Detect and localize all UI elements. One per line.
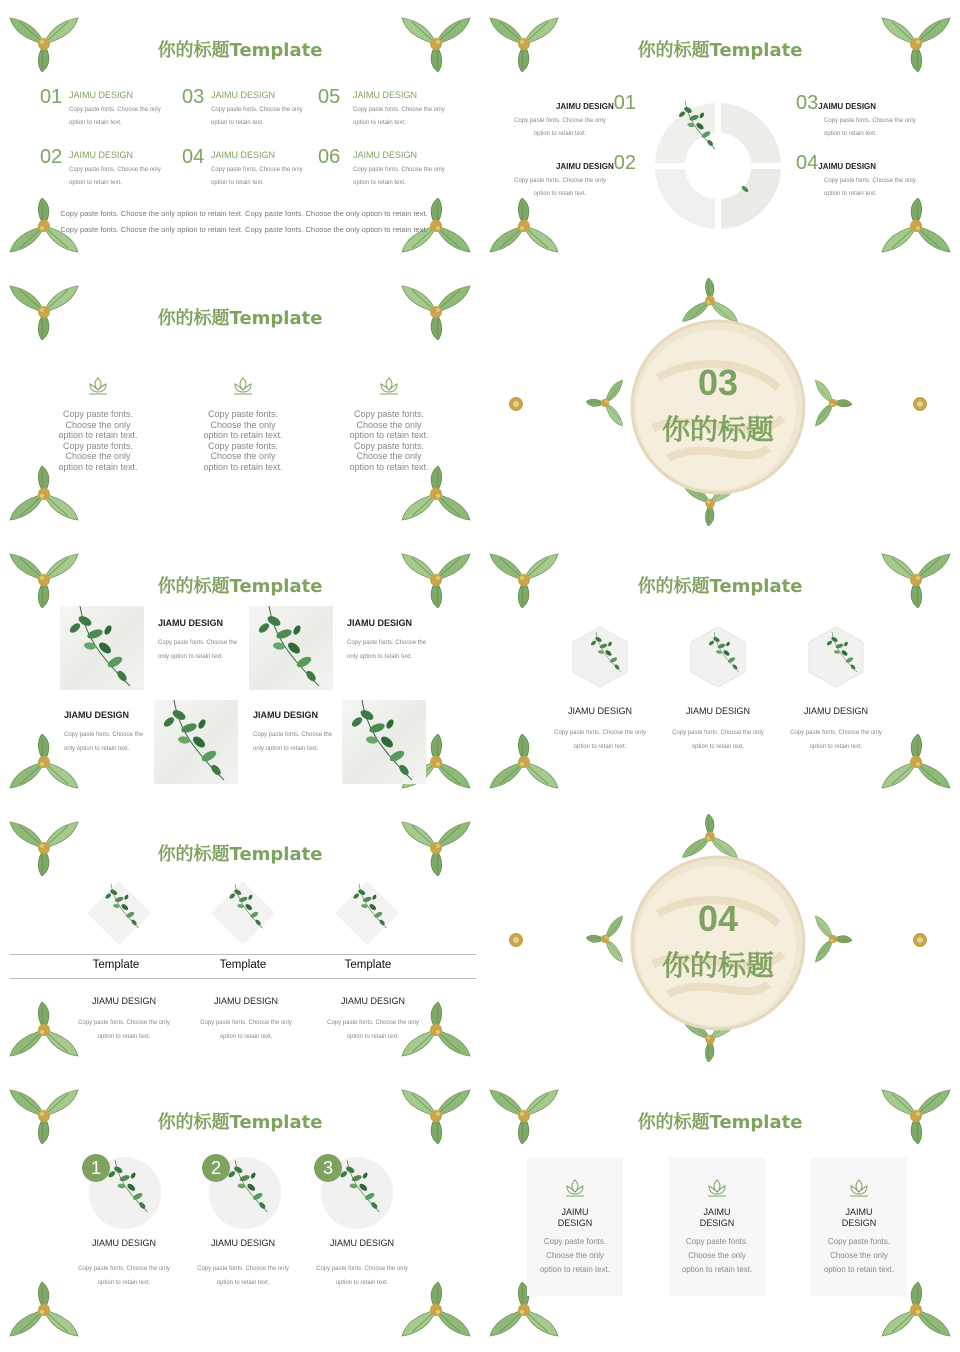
caption-text: Copy paste fonts. Choose the only option to retain text. [790, 730, 882, 750]
column-text: Copy paste fonts. Choose the only option to retain text. Copy paste fonts. Choose the only option to retain text. [203, 409, 283, 472]
slide-diamonds [0, 804, 480, 1072]
item-label: JAIMU DESIGN [211, 90, 276, 100]
caption-text: Copy paste fonts. Choose the only option to retain text. [672, 730, 764, 750]
item-label: JAIMU DESIGN [69, 90, 134, 100]
card-title: JAIMU DESIGN [699, 1207, 735, 1228]
column-heading: Template [92, 959, 140, 971]
item-label: JAIMU DESIGN [555, 162, 614, 171]
plant-photo [249, 606, 333, 690]
dot-icon [912, 932, 928, 948]
icon-column [197, 374, 289, 472]
caption-title: JIAMU DESIGN [567, 706, 632, 716]
card-text: Copy paste fonts. Choose the only option to retain text. [823, 1237, 895, 1274]
ring-item-03 [796, 92, 926, 141]
photo-caption [64, 710, 148, 756]
caption-title: JIAMU DESIGN [91, 1238, 156, 1248]
item-text: Copy paste fonts. Choose the only option to retain text. [353, 107, 445, 126]
item-label: JAIMU DESIGN [353, 90, 418, 100]
item-number: 06 [318, 146, 341, 168]
dot-icon [912, 396, 928, 412]
lotus-icon [563, 1176, 587, 1200]
hexagon-caption [784, 706, 888, 754]
icon-column [343, 374, 435, 472]
dot-icon [508, 932, 524, 948]
photo-caption [253, 710, 337, 756]
caption-text: Copy paste fonts. Choose the only option to retain text. [253, 732, 333, 752]
caption-text: Copy paste fonts. Choose the only option to retain text. [64, 732, 144, 752]
icon-column [52, 374, 144, 472]
leaf-decoration [810, 914, 852, 964]
slide-title: 你的标题Template [637, 576, 803, 597]
card-text: Copy paste fonts. Choose the only option to retain text. [681, 1237, 753, 1274]
diamond-photo [334, 880, 400, 946]
item-number: 03 [182, 86, 205, 108]
slide-photo-grid [0, 536, 480, 804]
info-card [811, 1158, 907, 1296]
caption-title: JIAMU DESIGN [64, 710, 130, 720]
caption-text: Copy paste fonts. Choose the only option to retain text. [554, 730, 646, 750]
item-number: 04 [796, 152, 819, 174]
item-label: JAIMU DESIGN [211, 150, 276, 160]
card-title: JAIMU DESIGN [841, 1207, 877, 1228]
hexagon-photo [808, 626, 864, 688]
slide-title: 你的标题Template [157, 40, 323, 61]
watercolor-circle [628, 854, 808, 1032]
leaf-decoration [586, 914, 628, 964]
caption-text: Copy paste fonts. Choose the only option to retain text. [200, 1020, 292, 1040]
caption-title: JIAMU DESIGN [213, 996, 278, 1006]
hexagon-caption [666, 706, 770, 754]
column-text: Copy paste fonts. Choose the only option to retain text. Copy paste fonts. Choose the only option to retain text. [349, 409, 429, 472]
caption-title: JIAMU DESIGN [685, 706, 750, 716]
item-number: 02 [613, 152, 636, 174]
leaf-decoration [400, 466, 472, 528]
item-text: Copy paste fonts. Choose the only option to retain text. [824, 118, 916, 137]
item-text: Copy paste fonts. Choose the only option to retain text. [514, 178, 606, 197]
item-label: JAIMU DESIGN [818, 162, 877, 171]
caption-text: Copy paste fonts. Choose the only option to retain text. [158, 640, 238, 660]
item-number: 03 [796, 92, 819, 114]
item-03 [182, 86, 303, 126]
item-text: Copy paste fonts. Choose the only option to retain text. [211, 107, 303, 126]
watercolor-circle [628, 318, 808, 496]
slide-section-03 [480, 268, 960, 536]
item-02 [40, 146, 161, 186]
item-text: Copy paste fonts. Choose the only option to retain text. [69, 107, 161, 126]
caption-title: JIAMU DESIGN [158, 618, 224, 628]
lotus-icon [847, 1176, 871, 1200]
column-heading: Template [344, 959, 392, 971]
slide-three-icons [0, 268, 480, 536]
hexagon-photo [572, 626, 628, 688]
lotus-icon [231, 374, 255, 398]
slide-hexagons [480, 536, 960, 804]
lotus-icon [705, 1176, 729, 1200]
ring-item-01 [510, 92, 636, 141]
photo-caption [347, 618, 431, 664]
caption-title: JIAMU DESIGN [340, 996, 405, 1006]
diamond-photo [210, 880, 276, 946]
step-caption [310, 1238, 414, 1290]
photo-caption [158, 618, 242, 664]
step-card [314, 1154, 394, 1234]
step-number-badge: 2 [202, 1154, 230, 1182]
diamond-caption [194, 996, 298, 1044]
step-caption [191, 1238, 295, 1290]
item-05 [318, 86, 445, 126]
slide-numbered-list [0, 0, 480, 268]
diamond-caption [321, 996, 425, 1044]
slide-title: 你的标题Template [157, 308, 323, 329]
item-number: 02 [40, 146, 63, 168]
item-text: Copy paste fonts. Choose the only option to retain text. [514, 118, 606, 137]
caption-text: Copy paste fonts. Choose the only option to retain text. [197, 1266, 289, 1286]
slide-ring-list [480, 0, 960, 268]
caption-text: Copy paste fonts. Choose the only option to retain text. [347, 640, 427, 660]
caption-title: JIAMU DESIGN [91, 996, 156, 1006]
column-text: Copy paste fonts. Choose the only option to retain text. Copy paste fonts. Choose the only option to retain text. [58, 409, 138, 472]
section-number: 03 [697, 362, 739, 403]
paragraph: Copy paste fonts. Choose the only option to retain text. Copy paste fonts. Choose the only option to retain text. Copy paste fonts. Choose the only option to retain text. Copy paste fonts. Choose the only option to retain text. [60, 209, 428, 234]
slide-title: 你的标题Template [637, 1112, 803, 1133]
item-number: 05 [318, 86, 341, 108]
item-01 [40, 86, 161, 126]
divider [10, 954, 476, 955]
leaf-decoration [400, 1282, 472, 1344]
plant-photo [342, 700, 426, 784]
caption-text: Copy paste fonts. Choose the only option to retain text. [78, 1266, 170, 1286]
divider [10, 978, 476, 979]
hexagon-caption [548, 706, 652, 754]
section-title: 你的标题 [661, 949, 774, 982]
item-label: JAIMU DESIGN [353, 150, 418, 160]
plant-photo [154, 700, 238, 784]
item-text: Copy paste fonts. Choose the only option to retain text. [824, 178, 916, 197]
item-label: JAIMU DESIGN [555, 102, 614, 111]
leaf-decoration [8, 466, 80, 528]
card-title: JAIMU DESIGN [557, 1207, 593, 1228]
item-04 [182, 146, 303, 186]
info-card [669, 1158, 765, 1296]
leaf-decoration [8, 1002, 80, 1064]
step-card [82, 1154, 162, 1234]
leaf-decoration [586, 378, 628, 428]
slide-title: 你的标题Template [637, 40, 803, 61]
lotus-icon [86, 374, 110, 398]
item-number: 01 [613, 92, 636, 114]
step-number-badge: 1 [82, 1154, 110, 1182]
section-number: 04 [697, 898, 739, 939]
item-text: Copy paste fonts. Choose the only option to retain text. [211, 167, 303, 186]
ring-graphic [653, 101, 783, 231]
hexagon-photo [690, 626, 746, 688]
item-06 [318, 146, 445, 186]
caption-title: JIAMU DESIGN [210, 1238, 275, 1248]
slide-title: 你的标题Template [157, 1112, 323, 1133]
leaf-decoration [880, 734, 952, 796]
caption-title: JIAMU DESIGN [329, 1238, 394, 1248]
leaf-decoration [488, 198, 560, 260]
item-number: 04 [182, 146, 205, 168]
ring-item-04 [796, 152, 926, 201]
slide-numbered-circles [0, 1072, 480, 1352]
diamond-photo [86, 880, 152, 946]
caption-title: JIAMU DESIGN [253, 710, 319, 720]
leaf-decoration [880, 198, 952, 260]
slide-title: 你的标题Template [157, 844, 323, 865]
caption-title: JIAMU DESIGN [347, 618, 413, 628]
card-text: Copy paste fonts. Choose the only option to retain text. [539, 1237, 611, 1274]
step-number-badge: 3 [314, 1154, 342, 1182]
caption-text: Copy paste fonts. Choose the only option to retain text. [316, 1266, 408, 1286]
slide-section-04 [480, 804, 960, 1072]
item-label: JAIMU DESIGN [818, 102, 877, 111]
slide-cards [480, 1072, 960, 1352]
caption-text: Copy paste fonts. Choose the only option to retain text. [78, 1020, 170, 1040]
info-card [527, 1158, 623, 1296]
leaf-decoration [8, 1282, 80, 1344]
column-heading: Template [219, 959, 267, 971]
item-number: 01 [40, 86, 63, 108]
lotus-icon [377, 374, 401, 398]
plant-photo [60, 606, 144, 690]
item-text: Copy paste fonts. Choose the only option to retain text. [69, 167, 161, 186]
step-caption [72, 1238, 176, 1290]
dot-icon [508, 396, 524, 412]
caption-title: JIAMU DESIGN [803, 706, 868, 716]
caption-text: Copy paste fonts. Choose the only option to retain text. [327, 1020, 419, 1040]
item-label: JAIMU DESIGN [69, 150, 134, 160]
diamond-caption [72, 996, 176, 1044]
slide-title: 你的标题Template [157, 576, 323, 597]
item-text: Copy paste fonts. Choose the only option to retain text. [353, 167, 445, 186]
section-title: 你的标题 [661, 413, 774, 446]
ring-item-02 [510, 152, 636, 201]
step-card [202, 1154, 282, 1234]
leaf-decoration [810, 378, 852, 428]
